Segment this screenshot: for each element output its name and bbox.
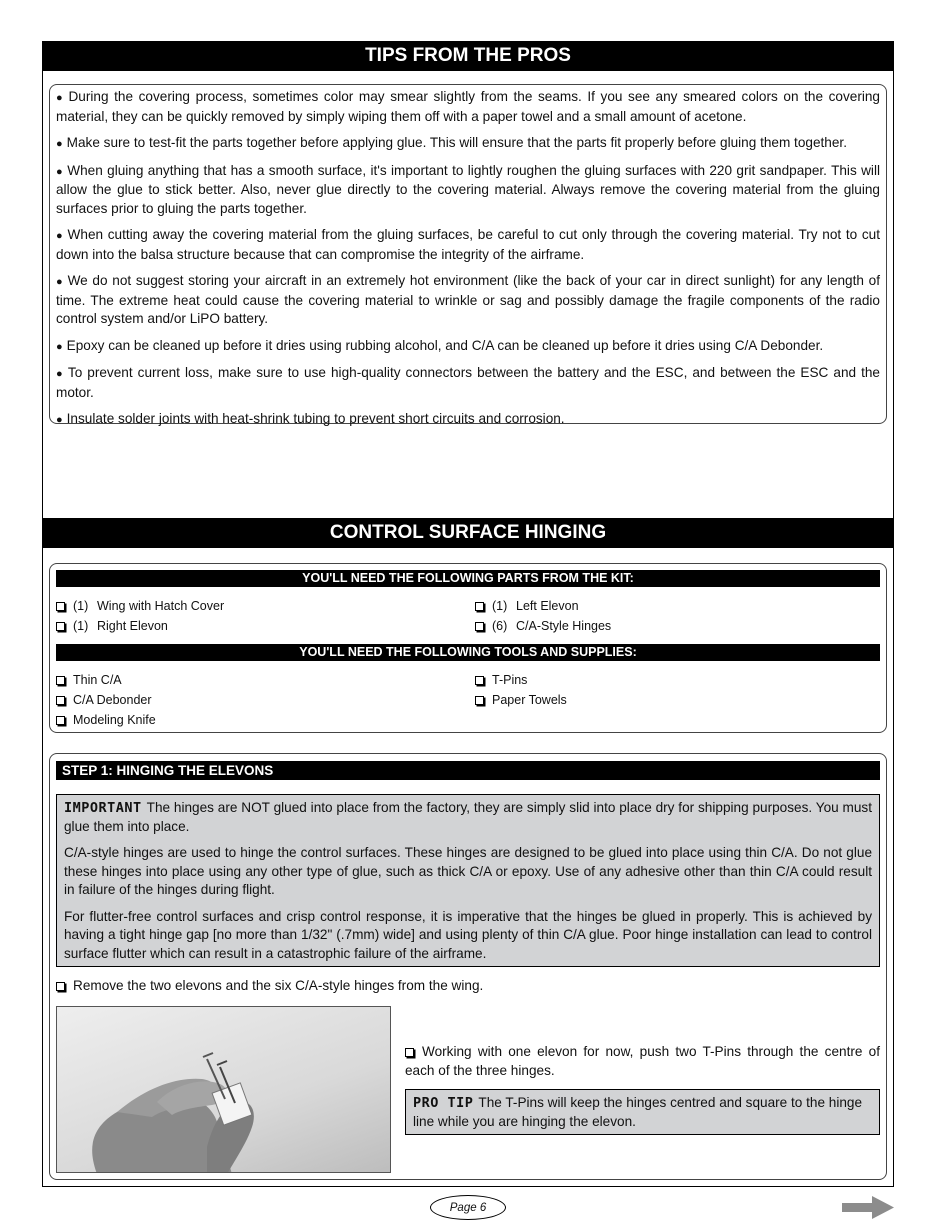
remove-elevons-step[interactable]: Remove the two elevons and the six C/A-style hinges from the wing. bbox=[56, 978, 483, 993]
important-label: IMPORTANT bbox=[64, 800, 142, 816]
pro-tip-note: PRO TIP The T-Pins will keep the hinges centred and square to the hinge line while you are hinging the elevon. bbox=[405, 1089, 880, 1135]
checkbox-icon[interactable] bbox=[475, 676, 484, 685]
checkbox-icon[interactable] bbox=[56, 622, 65, 631]
checkbox-icon[interactable] bbox=[56, 696, 65, 705]
bullet-icon: ● bbox=[56, 92, 65, 104]
step1-title: STEP 1: HINGING THE ELEVONS bbox=[56, 761, 880, 780]
tools-header: YOU'LL NEED THE FOLLOWING TOOLS AND SUPPLIES: bbox=[56, 644, 880, 661]
bullet-icon: ● bbox=[56, 165, 64, 178]
tip-item: ● We do not suggest storing your aircraft in an extremely hot environment (like the back of your car in direct sunlight) for any length of time. The extreme heat could cause the covering material to wrinkle or sag and possibly damage the fragile components of the radio control system and/or LiPO battery. bbox=[56, 273, 880, 326]
page-number: Page 6 bbox=[430, 1195, 506, 1220]
step1-box bbox=[49, 753, 887, 1180]
checkbox-icon[interactable] bbox=[56, 676, 65, 685]
next-page-arrow-icon[interactable] bbox=[842, 1196, 894, 1219]
checkbox-icon[interactable] bbox=[475, 622, 484, 631]
bullet-icon: ● bbox=[56, 368, 64, 380]
tool-item[interactable]: Modeling Knife bbox=[56, 712, 156, 728]
parts-box bbox=[49, 563, 887, 733]
hinging-section-title: CONTROL SURFACE HINGING bbox=[42, 518, 894, 548]
tool-item[interactable]: T-Pins bbox=[475, 672, 527, 688]
checkbox-icon[interactable] bbox=[405, 1048, 414, 1057]
tool-item[interactable]: Thin C/A bbox=[56, 672, 122, 688]
tpins-step[interactable]: Working with one elevon for now, push two T-Pins through the centre of each of the three hinges. bbox=[405, 1044, 880, 1078]
part-item[interactable]: (1) Wing with Hatch Cover bbox=[56, 598, 224, 614]
bullet-icon: ● bbox=[56, 276, 64, 288]
tips-section-title: TIPS FROM THE PROS bbox=[42, 41, 894, 71]
tip-item: ● Insulate solder joints with heat-shrink tubing to prevent short circuits and corrosion. bbox=[56, 411, 565, 426]
hand-holding-hinge-image bbox=[57, 1007, 391, 1173]
tool-item[interactable]: Paper Towels bbox=[475, 692, 567, 708]
tip-item: ● To prevent current loss, make sure to use high-quality connectors between the battery and the ESC, and between the ESC and the motor. bbox=[56, 365, 880, 400]
checkbox-icon[interactable] bbox=[56, 716, 65, 725]
bullet-icon: ● bbox=[56, 138, 63, 150]
tip-item: ● Epoxy can be cleaned up before it dries using rubbing alcohol, and C/A can be cleaned up before it dries using C/A Debonder. bbox=[56, 337, 824, 353]
tips-box bbox=[49, 84, 887, 424]
part-item[interactable]: (1) Right Elevon bbox=[56, 618, 168, 634]
bullet-icon: ● bbox=[56, 340, 63, 353]
tool-item[interactable]: C/A Debonder bbox=[56, 692, 152, 708]
tip-item: ● Make sure to test-fit the parts together before applying glue. This will ensure that the parts fit properly before gluing them together. bbox=[56, 135, 847, 150]
parts-header: YOU'LL NEED THE FOLLOWING PARTS FROM THE KIT: bbox=[56, 570, 880, 587]
important-note: IMPORTANT The hinges are NOT glued into place from the factory, they are simply slid into place dry for shipping purposes. You must glue them into place. C/A-style hinges are used to hinge the control surfaces. These hinges are designed to be glued into place using thin C/A. Do not glue these hinges into place using any other type of glue, such as thick C/A or epoxy. Use of any adhesive other than thin C/A could result in failure of the hinges during flight. For flutter-free control surfaces and crisp control response, it is imperative that the hinges be glued in properly. This is achieved by having a tight hinge gap [no more than 1/32" (.7mm) wide] and using plenty of thin C/A glue. Poor hinge installation can lead to control surface flutter which can result in a catastrophic failure of the airframe. bbox=[56, 794, 880, 967]
bullet-icon: ● bbox=[56, 230, 64, 242]
tip-item: ● When cutting away the covering material from the gluing surfaces, be careful to cut only through the covering material. Try not to cut down into the balsa structure because that can compromise the integrity of the airframe. bbox=[56, 227, 880, 262]
checkbox-icon[interactable] bbox=[56, 602, 65, 611]
tip-item: ● During the covering process, sometimes color may smear slightly from the seams. If you see any smeared colors on the covering material, they can be quickly removed by simply wiping them off with a paper towel and a small amount of acetone. bbox=[56, 89, 880, 124]
checkbox-icon[interactable] bbox=[56, 982, 65, 991]
tip-item: ● When gluing anything that has a smooth surface, it's important to lightly roughen the gluing surfaces with 220 grit sandpaper. This will allow the glue to stick better. Also, never glue directly to the covering material. Always remove the covering material from the gluing surfaces prior to gluing the parts together. bbox=[56, 162, 880, 216]
part-item[interactable]: (1) Left Elevon bbox=[475, 598, 579, 614]
protip-label: PRO TIP bbox=[413, 1095, 474, 1111]
bullet-icon: ● bbox=[56, 414, 63, 426]
checkbox-icon[interactable] bbox=[475, 602, 484, 611]
checkbox-icon[interactable] bbox=[475, 696, 484, 705]
hinge-photo bbox=[56, 1006, 391, 1173]
part-item[interactable]: (6) C/A-Style Hinges bbox=[475, 618, 611, 634]
